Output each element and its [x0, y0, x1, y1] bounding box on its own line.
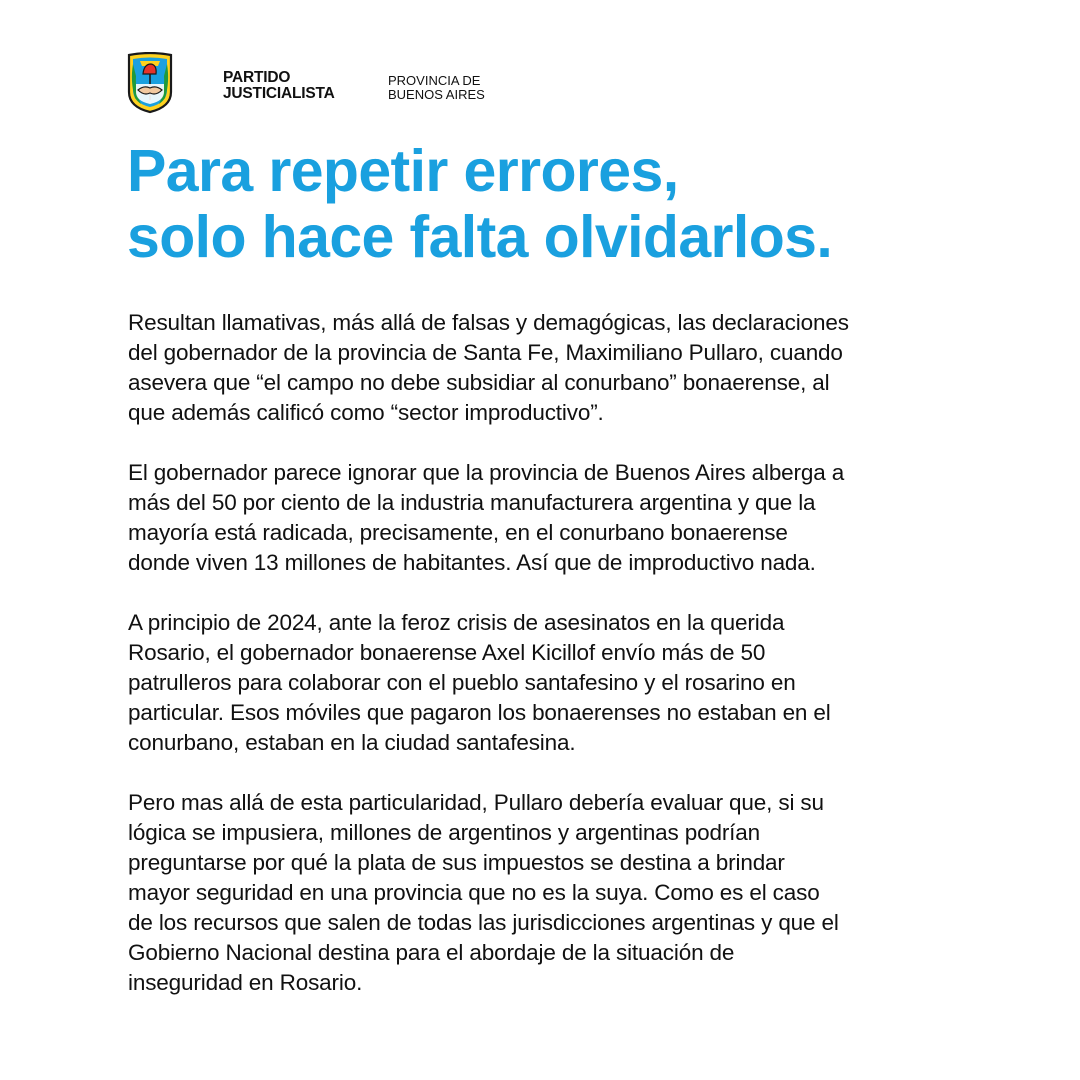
paragraph-line: del gobernador de la provincia de Santa Fe, Maximiliano Pullaro, cuando: [128, 340, 843, 365]
paragraph-line: Rosario, el gobernador bonaerense Axel Kicillof envío más de 50: [128, 640, 766, 665]
party-name-line: PARTIDO: [223, 69, 291, 86]
headline-line: solo hace falta olvidarlos.: [127, 204, 833, 270]
party-name: [223, 70, 335, 102]
headline: [127, 138, 1007, 270]
paragraph-line: Gobierno Nacional destina para el abordaje de la situación de: [128, 940, 735, 965]
paragraph-line: más del 50 por ciento de la industria manufacturera argentina y que la: [128, 490, 816, 515]
paragraph-line: mayoría está radicada, precisamente, en el conurbano bonaerense: [128, 520, 788, 545]
paragraph-line: que además calificó como “sector improductivo”.: [128, 400, 604, 425]
province-name-line: PROVINCIA DE: [388, 73, 481, 88]
party-name-line: JUSTICIALISTA: [223, 85, 335, 102]
paragraph-line: Resultan llamativas, más allá de falsas y demagógicas, las declaraciones: [128, 310, 849, 335]
paragraph-line: de los recursos que salen de todas las jurisdicciones argentinas y que el: [128, 910, 839, 935]
paragraph: [128, 788, 988, 998]
body-text: [128, 308, 988, 1028]
province-name: [388, 74, 485, 102]
paragraph-line: El gobernador parece ignorar que la provincia de Buenos Aires alberga a: [128, 460, 845, 485]
paragraph-line: inseguridad en Rosario.: [128, 970, 363, 995]
paragraph-line: particular. Esos móviles que pagaron los bonaerenses no estaban en el: [128, 700, 831, 725]
paragraph-line: Pero mas allá de esta particularidad, Pullaro debería evaluar que, si su: [128, 790, 824, 815]
paragraph: [128, 308, 988, 428]
paragraph-line: donde viven 13 millones de habitantes. Así que de improductivo nada.: [128, 550, 816, 575]
paragraph-line: patrulleros para colaborar con el pueblo santafesino y el rosarino en: [128, 670, 796, 695]
province-name-line: BUENOS AIRES: [388, 87, 485, 102]
paragraph-line: mayor seguridad en una provincia que no es la suya. Como es el caso: [128, 880, 820, 905]
paragraph-line: A principio de 2024, ante la feroz crisis de asesinatos en la querida: [128, 610, 785, 635]
paragraph: [128, 608, 988, 758]
paragraph: [128, 458, 988, 578]
paragraph-line: asevera que “el campo no debe subsidiar al conurbano” bonaerense, al: [128, 370, 830, 395]
paragraph-line: conurbano, estaban en la ciudad santafesina.: [128, 730, 576, 755]
party-shield-logo-icon: [126, 52, 174, 114]
headline-line: Para repetir errores,: [127, 138, 679, 204]
paragraph-line: preguntarse por qué la plata de sus impuestos se destina a brindar: [128, 850, 785, 875]
header: [126, 52, 546, 116]
paragraph-line: lógica se impusiera, millones de argentinos y argentinas podrían: [128, 820, 761, 845]
